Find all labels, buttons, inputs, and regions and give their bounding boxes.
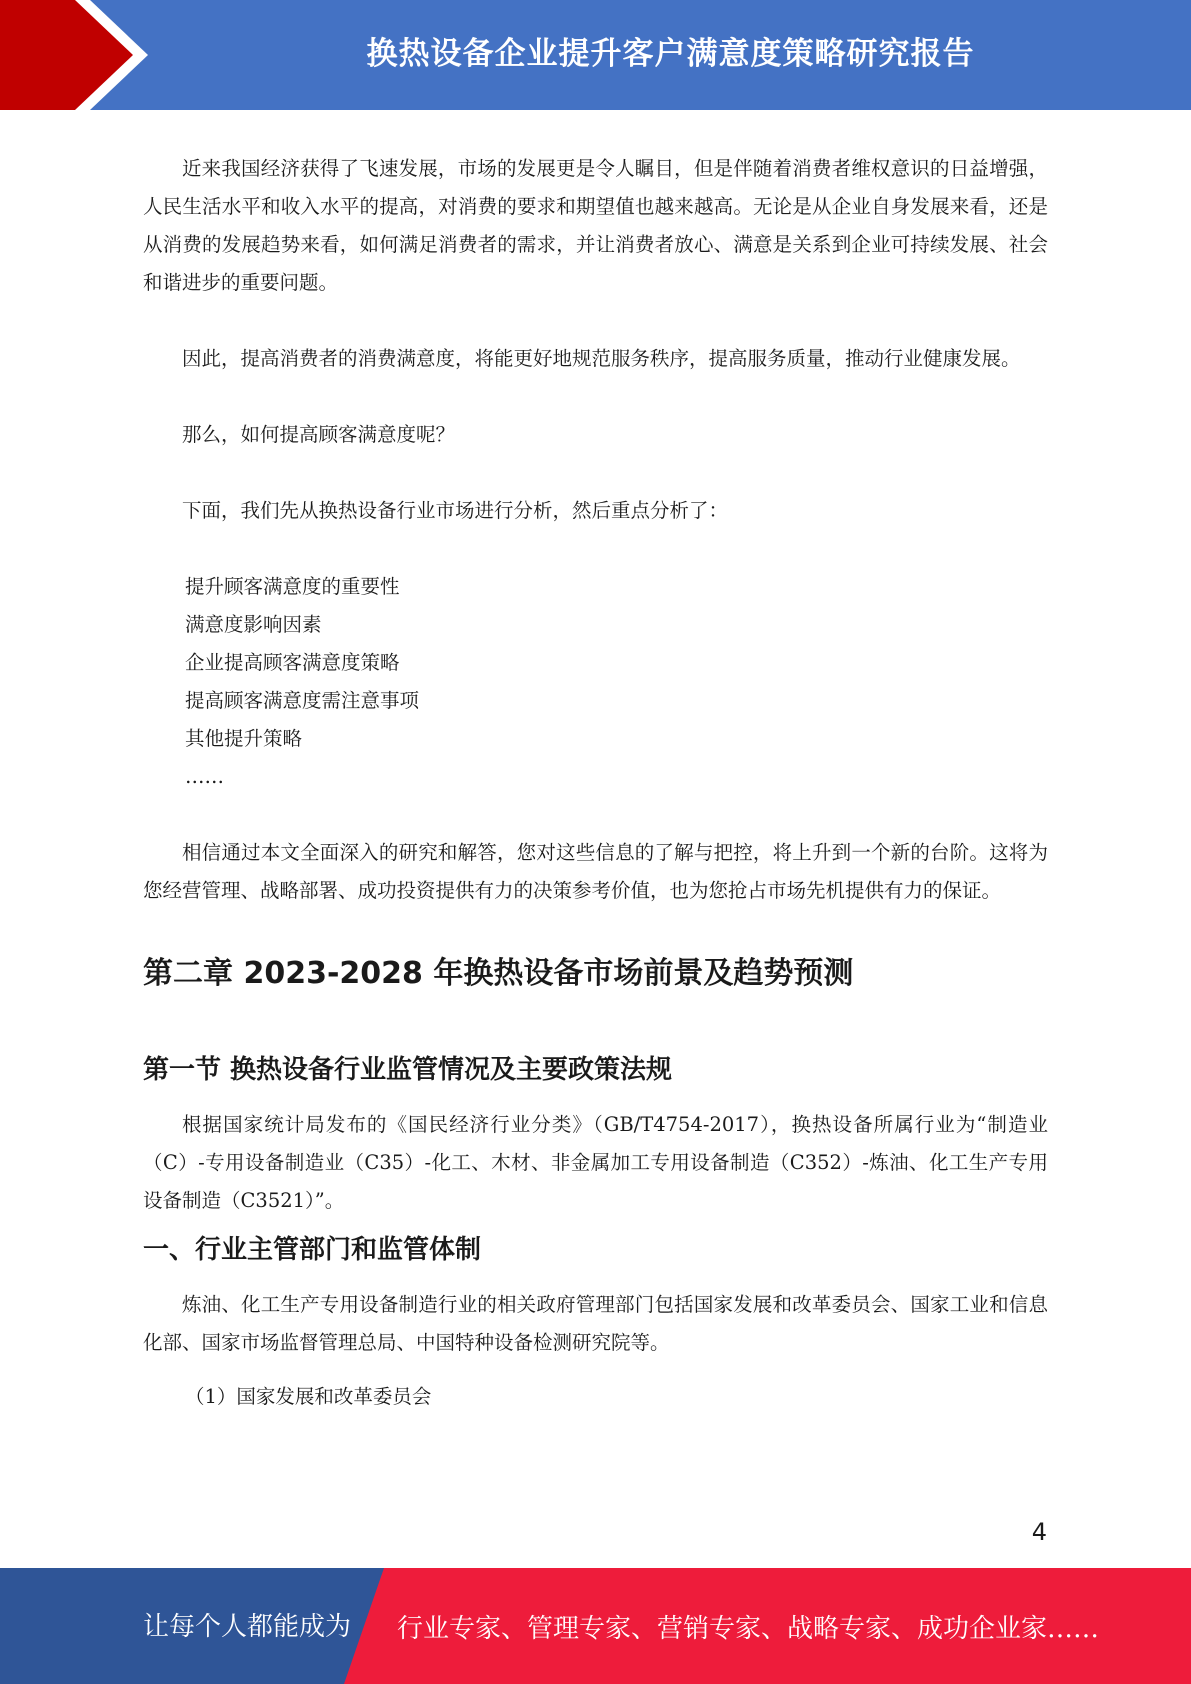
- footer-banner: [0, 1568, 1191, 1684]
- list-item: 满意度影响因素: [185, 613, 322, 636]
- list-item: 其他提升策略: [185, 727, 303, 750]
- numbered-item-1: （1）国家发展和改革委员会: [185, 1385, 432, 1408]
- page-number: 4: [1031, 1518, 1047, 1546]
- chapter-title: 第二章 2023-2028 年换热设备市场前景及趋势预测: [143, 956, 854, 991]
- footer-slogan-right: 行业专家、管理专家、营销专家、战略专家、成功企业家……: [397, 1614, 1100, 1644]
- list-item: 提高顾客满意度需注意事项: [185, 689, 420, 712]
- list-item: 企业提高顾客满意度策略: [185, 651, 400, 674]
- subsection-paragraph-1: 炼油、化工生产专用设备制造行业的相关政府管理部门包括国家发展和改革委员会、国家工业和信息化部、国家市场监督管理总局、中国特种设备检测研究院等。: [143, 1293, 1048, 1354]
- intro-paragraph-3: 那么，如何提高顾客满意度呢？: [182, 423, 456, 446]
- section-title: 第一节 换热设备行业监管情况及主要政策法规: [143, 1055, 673, 1085]
- section-paragraph-1: 根据国家统计局发布的《国民经济行业分类》（GB/T4754-2017），换热设备所属行业为“制造业（C）-专用设备制造业（C35）-化工、木材、非金属加工专用设备制造（C352）-炼油、化工生产专用设备制造（C3521）”。: [143, 1113, 1048, 1212]
- header-title: 换热设备企业提升客户满意度策略研究报告: [366, 36, 975, 72]
- subsection-title: 一、行业主管部门和监管体制: [143, 1235, 482, 1265]
- document-body: [143, 150, 1048, 1416]
- intro-paragraph-1: 近来我国经济获得了飞速发展，市场的发展更是令人瞩目，但是伴随着消费者维权意识的日益增强，人民生活水平和收入水平的提高，对消费的要求和期望值也越来越高。无论是从企业自身发展来看，还是从消费的发展趋势来看，如何满足消费者的需求，并让消费者放心、满意是关系到企业可持续发展、社会和谐进步的重要问题。: [143, 157, 1048, 294]
- list-item: 提升顾客满意度的重要性: [185, 575, 400, 598]
- analysis-topic-list: [143, 568, 1048, 796]
- intro-paragraph-5: 相信通过本文全面深入的研究和解答，您对这些信息的了解与把控，将上升到一个新的台阶。这将为您经营管理、战略部署、成功投资提供有力的决策参考价值，也为您抢占市场先机提供有力的保证。: [143, 841, 1048, 902]
- list-item: ……: [185, 765, 224, 788]
- header-banner: [0, 0, 1191, 110]
- intro-paragraph-4: 下面，我们先从换热设备行业市场进行分析，然后重点分析了：: [182, 499, 729, 522]
- footer-slogan-left: 让每个人都能成为: [143, 1612, 352, 1642]
- intro-paragraph-2: 因此，提高消费者的消费满意度，将能更好地规范服务秩序，提高服务质量，推动行业健康发展。: [182, 347, 1021, 370]
